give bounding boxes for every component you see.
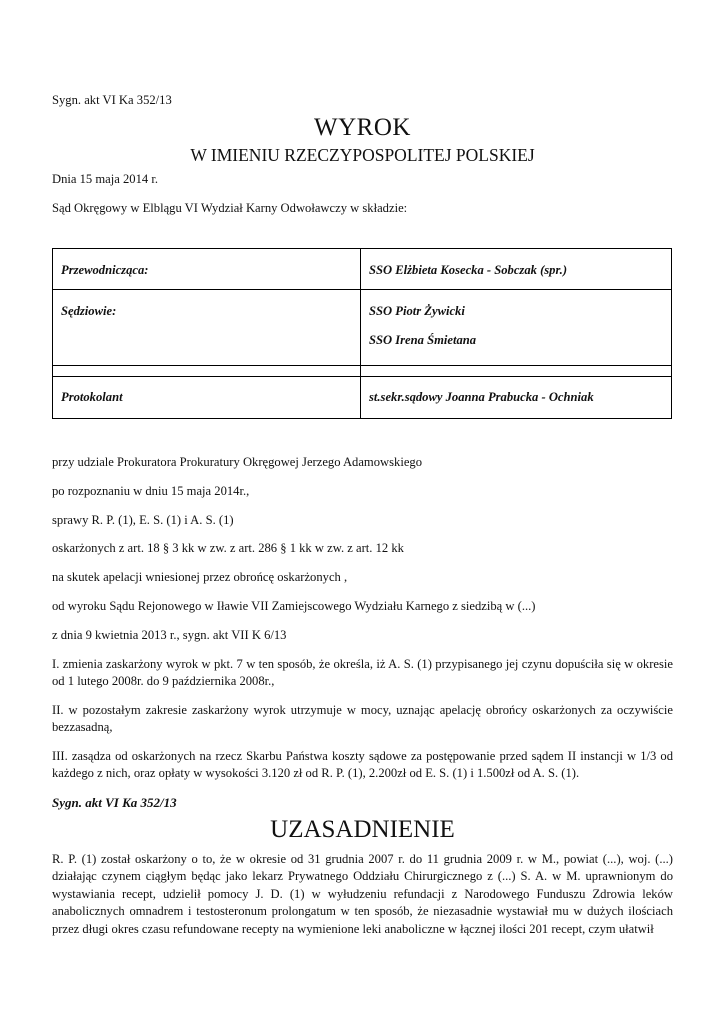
justification-title: UZASADNIENIE xyxy=(270,816,455,843)
appeal-line: na skutek apelacji wniesionej przez obrońcę oskarżonych , xyxy=(52,570,348,584)
clerk-name: st.sekr.sądowy Joanna Prabucka - Ochniak xyxy=(369,390,594,404)
document-title: WYROK xyxy=(314,114,411,141)
document-subtitle: W IMIENIU RZECZYPOSPOLITEJ POLSKIEJ xyxy=(190,145,535,165)
panel-table xyxy=(52,248,672,419)
chair-name: SSO Elżbieta Kosecka - Sobczak (spr.) xyxy=(369,263,568,277)
judges-label: Sędziowie: xyxy=(61,304,117,318)
case-number: Sygn. akt VI Ka 352/13 xyxy=(52,93,172,107)
hearing-date-line: po rozpoznaniu w dniu 15 maja 2014r., xyxy=(52,484,250,498)
justification-text: R. P. (1) został oskarżony o to, że w okresie od 31 grudnia 2007 r. do 11 grudnia 2009 r. w M., powiat (...), woj. (...) działając czynem ciągłym będąc jako lekarz Prywatnego Oddziału Chirurgicznego z (...) S. A. w M. uprawnionym do wystawiania recept, udzielił pomocy J. D. (1) w wyłudzeniu refundacji z Narodowego Funduszu Zdrowia leków anabolicznych omnadrem i testosteronum prolongatum w ten sposób, że niezasadnie wystawiał mu w dużych ilościach przez długi okres czasu refundowane recepty na wymienione leki anaboliczne w łącznej ilości 201 recept, czym ułatwił xyxy=(52,852,673,936)
table-divider xyxy=(53,289,671,290)
clerk-label: Protokolant xyxy=(61,390,123,404)
chair-label: Przewodnicząca: xyxy=(61,263,149,277)
judge-name: SSO Irena Śmietana xyxy=(369,333,477,347)
ruling-item: III. zasądza od oskarżonych na rzecz Skarbu Państwa koszty sądowe za postępowanie przed sądem II instancji w 1/3 od każdego z nich, oraz opłaty w wysokości 3.120 zł od R. P. (1), 2.200zł od E. S. (1) i 1.500zł od A. S. (1). xyxy=(52,749,673,780)
lower-court-line: od wyroku Sądu Rejonowego w Iławie VII Zamiejscowego Wydziału Karnego z siedzibą w (...) xyxy=(52,599,536,613)
table-divider xyxy=(53,365,671,366)
justification-case-number: Sygn. akt VI Ka 352/13 xyxy=(52,795,177,810)
ruling-item: II. w pozostałym zakresie zaskarżony wyrok utrzymuje w mocy, uznając apelację obrońcy oskarżonych za oczywiście bezzasadną, xyxy=(52,703,673,734)
judge-name: SSO Piotr Żywicki xyxy=(369,304,465,318)
prosecutor-line: przy udziale Prokuratora Prokuratury Okręgowej Jerzego Adamowskiego xyxy=(52,455,423,469)
ruling-item: I. zmienia zaskarżony wyrok w pkt. 7 w ten sposób, że określa, iż A. S. (1) przypisanego jej czynu dopuściła się w okresie od 1 lutego 2008r. do 9 października 2008r., xyxy=(52,657,673,688)
table-divider xyxy=(53,376,671,377)
judgment-date: Dnia 15 maja 2014 r. xyxy=(52,172,158,186)
lower-court-date-line: z dnia 9 kwietnia 2013 r., sygn. akt VII K 6/13 xyxy=(52,628,287,642)
table-divider xyxy=(360,249,361,418)
case-parties-line: sprawy R. P. (1), E. S. (1) i A. S. (1) xyxy=(52,513,234,527)
court-composition: Sąd Okręgowy w Elblągu VI Wydział Karny Odwoławczy w składzie: xyxy=(52,201,408,215)
charges-line: oskarżonych z art. 18 § 3 kk w zw. z art. 286 § 1 kk w zw. z art. 12 kk xyxy=(52,541,404,555)
